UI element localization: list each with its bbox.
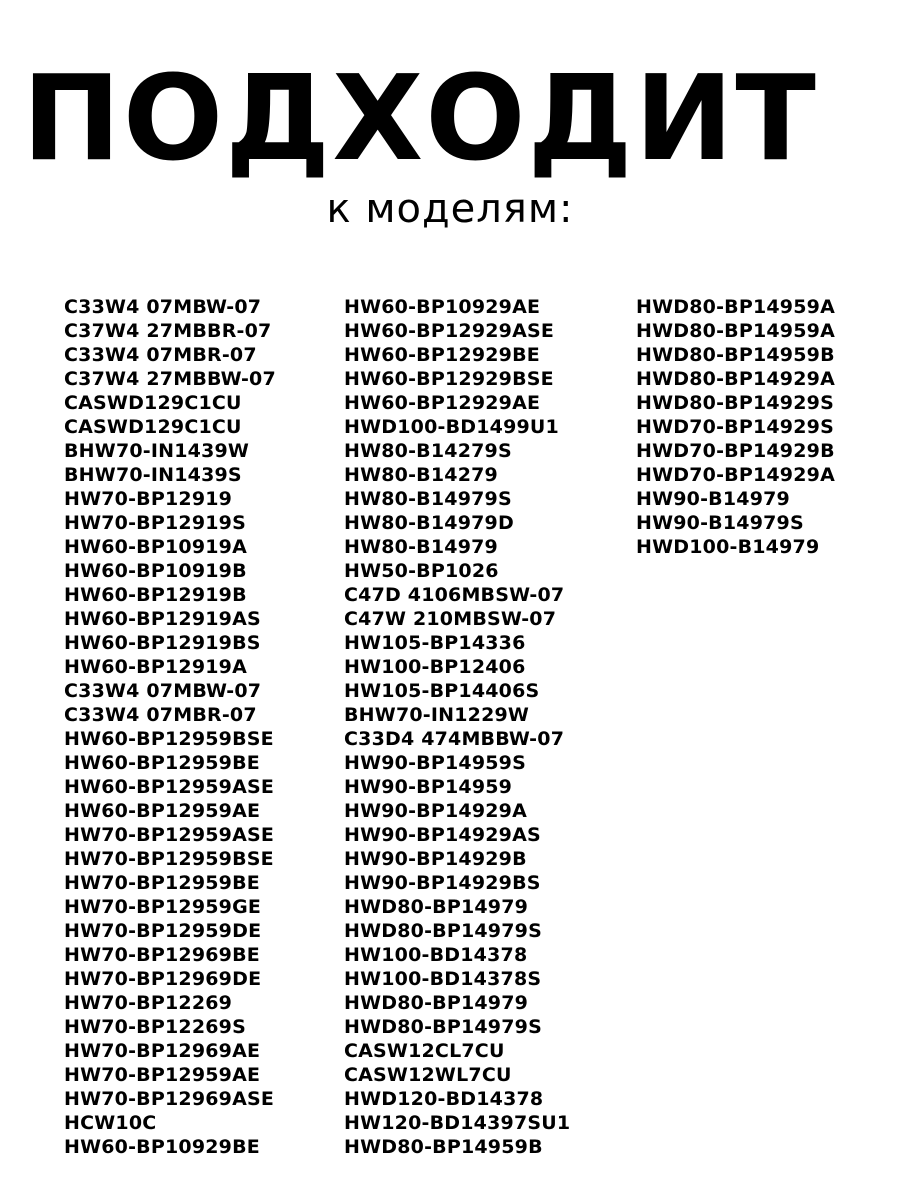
model-item: HW80-B14979S	[344, 488, 512, 510]
page-subtitle: к моделям:	[326, 186, 574, 232]
model-item: HW60-BP12919A	[64, 656, 247, 678]
model-item: HW70-BP12959BSE	[64, 848, 274, 870]
model-item: HW90-BP14929B	[344, 848, 527, 870]
model-item: HW60-BP12929BE	[344, 344, 540, 366]
model-item: HWD80-BP14959B	[344, 1136, 543, 1158]
model-item: CASW12WL7CU	[344, 1064, 512, 1086]
model-item: HW60-BP12919B	[64, 584, 247, 606]
model-item: HW80-B14279S	[344, 440, 512, 462]
model-item: HW70-BP12969AE	[64, 1040, 261, 1062]
model-item: HW60-BP12959BSE	[64, 728, 274, 750]
model-item: HWD80-BP14959B	[636, 344, 835, 366]
model-item: BHW70-IN1439S	[64, 464, 242, 486]
model-item: HWD80-BP14959A	[636, 296, 835, 318]
model-item: HWD80-BP14979S	[344, 1016, 542, 1038]
page-title: ПОДХОДИТ	[22, 49, 818, 187]
model-item: HWD70-BP14929S	[636, 416, 834, 438]
model-item: HW60-BP10919A	[64, 536, 247, 558]
model-item: HW70-BP12969DE	[64, 968, 262, 990]
model-item: HW80-B14279	[344, 464, 498, 486]
model-item: C47D 4106MBSW-07	[344, 584, 565, 606]
model-item: HW105-BP14336	[344, 632, 526, 654]
model-item: HWD120-BD14378	[344, 1088, 544, 1110]
model-item: HW60-BP12959ASE	[64, 776, 275, 798]
model-item: C33W4 07MBR-07	[64, 344, 257, 366]
model-item: HW90-BP14959	[344, 776, 513, 798]
model-item: CASW12CL7CU	[344, 1040, 505, 1062]
model-item: HW70-BP12919S	[64, 512, 246, 534]
model-item: HW60-BP10919B	[64, 560, 247, 582]
model-item: HW50-BP1026	[344, 560, 499, 582]
model-item: HW70-BP12269S	[64, 1016, 246, 1038]
model-item: C37W4 27MBBR-07	[64, 320, 272, 342]
model-item: HW100-BD14378S	[344, 968, 542, 990]
model-item: C47W 210MBSW-07	[344, 608, 557, 630]
models-column-3	[636, 295, 835, 559]
model-item: HW60-BP12929ASE	[344, 320, 555, 342]
model-item: HWD80-BP14979	[344, 896, 529, 918]
model-item: HWD80-BP14979	[344, 992, 529, 1014]
model-item: HW90-BP14929BS	[344, 872, 541, 894]
model-item: HW60-BP12959BE	[64, 752, 260, 774]
model-item: HWD70-BP14929B	[636, 440, 835, 462]
model-item: HW70-BP12959GE	[64, 896, 262, 918]
model-item: HW70-BP12959AE	[64, 1064, 261, 1086]
model-item: HW70-BP12919	[64, 488, 233, 510]
models-column-1	[64, 295, 276, 1159]
model-item: BHW70-IN1229W	[344, 704, 530, 726]
models-column-2	[344, 295, 570, 1159]
model-item: HW90-BP14959S	[344, 752, 526, 774]
model-item: HW70-BP12269	[64, 992, 233, 1014]
model-item: HW60-BP12929AE	[344, 392, 541, 414]
model-item: HW70-BP12959BE	[64, 872, 260, 894]
model-item: HW90-BP14929AS	[344, 824, 541, 846]
model-item: HW80-B14979	[344, 536, 498, 558]
model-item: CASWD129C1CU	[64, 416, 242, 438]
model-item: HW70-BP12969ASE	[64, 1088, 275, 1110]
model-item: C33W4 07MBW-07	[64, 680, 262, 702]
model-item: HW105-BP14406S	[344, 680, 540, 702]
model-item: HWD80-BP14979S	[344, 920, 542, 942]
model-item: HW60-BP12919AS	[64, 608, 261, 630]
model-item: C33W4 07MBW-07	[64, 296, 262, 318]
model-item: HWD100-BD1499U1	[344, 416, 559, 438]
model-item: C33W4 07MBR-07	[64, 704, 257, 726]
model-item: CASWD129C1CU	[64, 392, 242, 414]
model-item: HW90-B14979	[636, 488, 790, 510]
model-item: HW100-BP12406	[344, 656, 526, 678]
model-item: HW80-B14979D	[344, 512, 514, 534]
model-item: HCW10C	[64, 1112, 157, 1134]
model-item: HW70-BP12969BE	[64, 944, 260, 966]
model-item: HWD80-BP14929A	[636, 368, 835, 390]
model-item: HW70-BP12959ASE	[64, 824, 275, 846]
model-item: HW90-B14979S	[636, 512, 804, 534]
model-item: HW60-BP12929BSE	[344, 368, 554, 390]
model-item: HW100-BD14378	[344, 944, 528, 966]
model-item: HW60-BP12919BS	[64, 632, 261, 654]
model-item: HWD80-BP14959A	[636, 320, 835, 342]
model-item: BHW70-IN1439W	[64, 440, 250, 462]
model-item: HWD70-BP14929A	[636, 464, 835, 486]
model-item: HWD80-BP14929S	[636, 392, 834, 414]
model-item: C33D4 474MBBW-07	[344, 728, 565, 750]
model-item: HW60-BP12959AE	[64, 800, 261, 822]
model-item: HW60-BP10929BE	[64, 1136, 260, 1158]
model-item: C37W4 27MBBW-07	[64, 368, 276, 390]
model-item: HWD100-B14979	[636, 536, 820, 558]
model-item: HW70-BP12959DE	[64, 920, 262, 942]
model-item: HW90-BP14929A	[344, 800, 527, 822]
model-item: HW120-BD14397SU1	[344, 1112, 571, 1134]
model-item: HW60-BP10929AE	[344, 296, 541, 318]
